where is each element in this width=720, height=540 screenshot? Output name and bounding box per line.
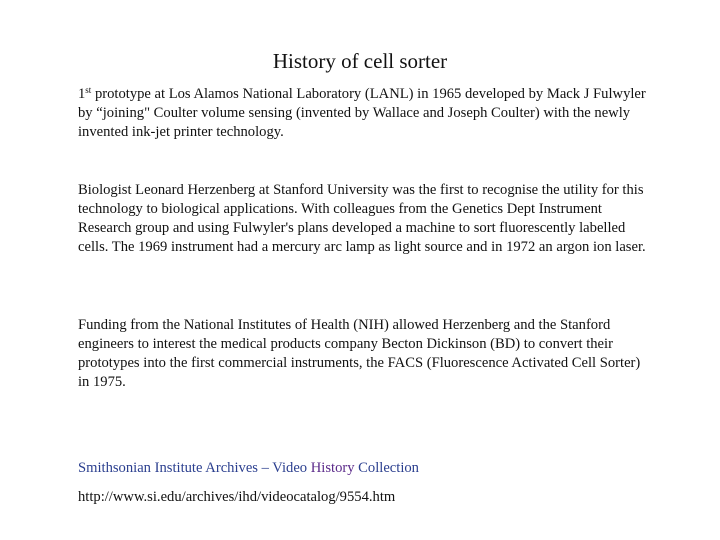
slide-title: History of cell sorter xyxy=(272,49,448,73)
credit-text-end: Collection xyxy=(354,460,419,476)
ordinal-number: 1 xyxy=(78,86,86,102)
archive-credit xyxy=(78,459,419,478)
paragraph-nih-funding: Funding from the National Institutes of Health (NIH) allowed Herzenberg and the Stanford engineers to interest the medical products company Becton Dickinson (BD) to convert their prototypes into the first commercial instruments, the FACS (Fluorescence Activated Cell Sorter) in 1975. xyxy=(78,317,641,390)
source-url: http://www.si.edu/archives/ihd/videocatalog/9554.htm xyxy=(78,489,396,505)
credit-text-start: Smithsonian Institute Archives – Video xyxy=(78,460,311,476)
paragraph-herzenberg: Biologist Leonard Herzenberg at Stanford University was the first to recognise the utility for this technology to biological applications. With colleagues from the Genetics Dept Instrument Research group and using Fulwyler's plans developed a machine to sort fluorescently labelled cells. The 1969 instrument had a mercury arc lamp as light source and in 1972 an argon ion laser. xyxy=(78,182,646,255)
ordinal-suffix: st xyxy=(85,85,92,95)
paragraph-first-prototype-text: prototype at Los Alamos National Laboratory (LANL) in 1965 developed by Mack J Fulwyler by “joining" Coulter volume sensing (invented by Wallace and Joseph Coulter) with the newly invented ink-jet printer technology. xyxy=(78,86,646,140)
paragraph-first-prototype xyxy=(78,85,650,142)
credit-text-history: History xyxy=(310,460,355,476)
